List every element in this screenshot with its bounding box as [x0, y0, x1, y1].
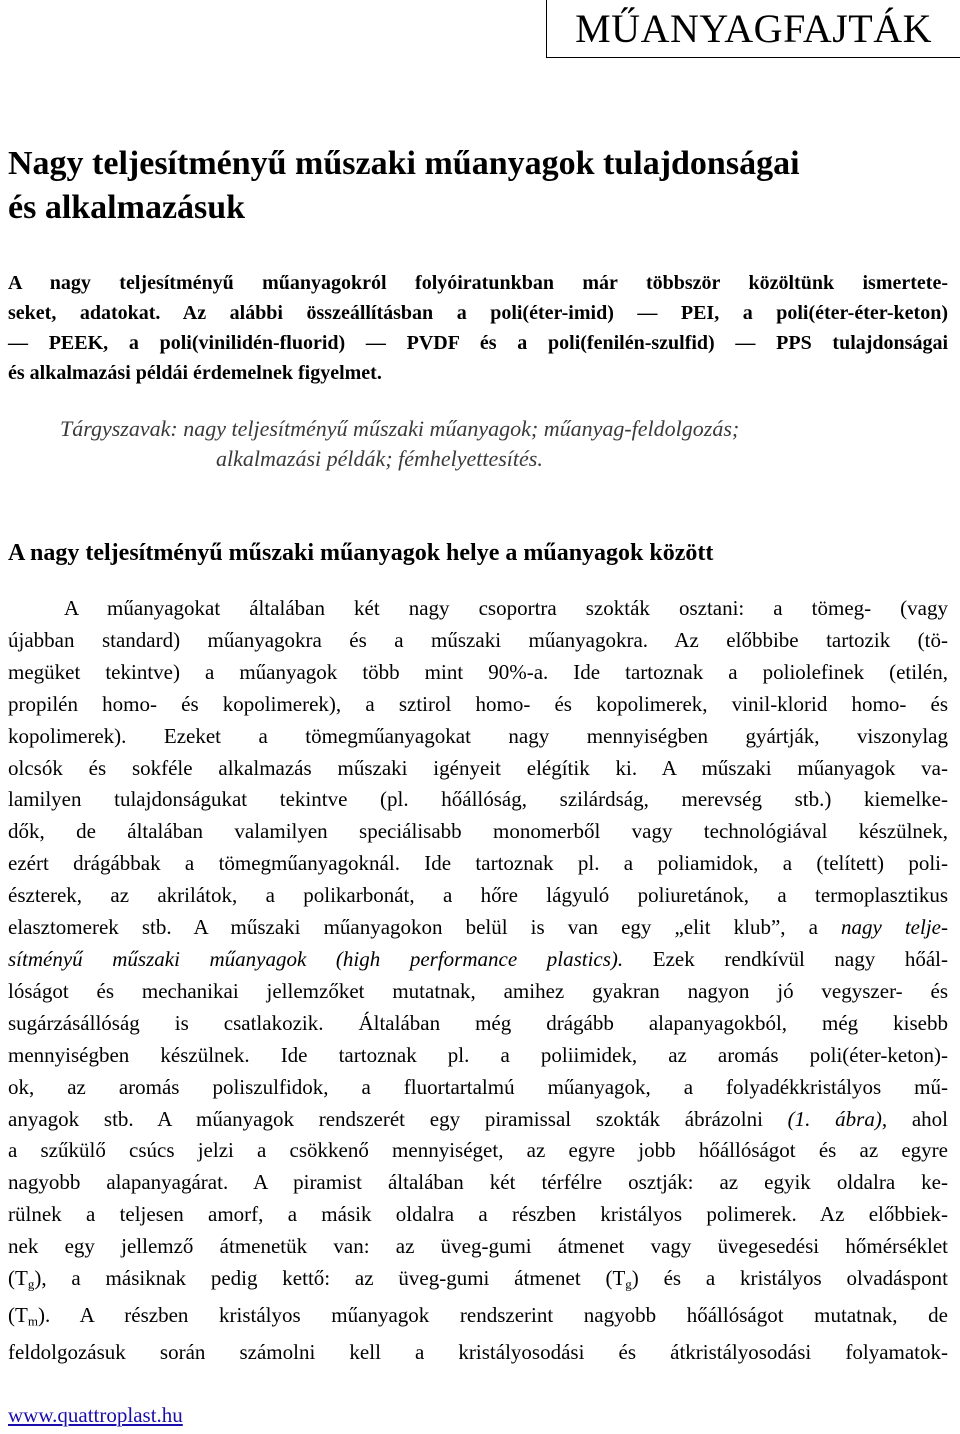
body-text-run: (T [8, 1303, 28, 1328]
body-line: dők, de általában valamilyen speciálisabb monomerből vagy technológiával készülnek, [8, 819, 948, 844]
body-text-run: ), a másiknak pedig kettő: az üveg-gumi átmenet (T [34, 1266, 626, 1291]
body-line: észterek, az akrilátok, a polikarbonát, a hőre lágyuló poliuretánok, a termoplasztikus [8, 883, 948, 908]
body-line: olcsók és sokféle alkalmazás műszaki igényeit elégítik ki. A műszaki műanyagok va- [8, 755, 948, 780]
article-title-line-2: és alkalmazásuk [8, 189, 246, 226]
body-line: rülnek a teljesen amorf, a másik oldalra a részben kristályos polimerek. Az előbbiek- [8, 1202, 948, 1227]
lead-line: ― PEEK, a poli(vinilidén-fluorid) ― PVDF és a poli(fenilén-szulfid) ― PPS tulajdonságai [8, 332, 948, 354]
body-line: megüket tekintve) a műanyagok több mint 90%-a. Ide tartoznak a poliolefinek (etilén, [8, 659, 948, 684]
lead-line: és alkalmazási példái érdemelnek figyelmet. [8, 362, 382, 384]
body-line: a szűkülő csúcs jelzi a csökkenő mennyiséget, az egyre jobb hőállóságot és az egyre [8, 1138, 948, 1163]
keywords-line-2: alkalmazási példák; fémhelyettesítés. [216, 446, 543, 471]
body-italic-run: nagy telje- [840, 915, 948, 940]
keywords [60, 414, 920, 474]
subscript: g [27, 1276, 35, 1292]
body-line: lóságot és mechanikai jellemzőket mutatnak, amihez gyakran nagyon jó vegyszer- és [8, 978, 948, 1003]
footer-website-link[interactable]: www.quattroplast.hu [8, 1403, 183, 1427]
lead-line: seket, adatokat. Az alábbi összeállításban a poli(éter-imid) ― PEI, a poli(éter-éter-keton) [8, 302, 948, 324]
article-title-line-1: Nagy teljesítményű műszaki műanyagok tulajdonságai [8, 145, 800, 182]
body-line: feldolgozásuk során számolni kell a kristályosodási és átkristályosodási folyamatok- [8, 1340, 948, 1365]
body-line: újabban standard) műanyagokra és a műszaki műanyagokra. Az előbbibe tartozik (tö- [8, 627, 948, 652]
body-line [8, 1300, 948, 1337]
body-line [8, 1263, 948, 1300]
body-line: ezért drágábbak a tömegműanyagoknál. Ide tartoznak pl. a poliamidok, a (telített) poli- [8, 851, 948, 876]
body-line: mennyiségben készülnek. Ide tartoznak pl. a poliimidek, az aromás poli(éter-keton)- [8, 1042, 948, 1067]
body-text-run: elasztomerek stb. A műszaki műanyagokon belül is van egy „elit klub”, a [8, 915, 841, 940]
body-line: propilén homo- és kopolimerek), a sztirol homo- és kopolimerek, vinil-klorid homo- és [8, 691, 948, 716]
body-text-run: anyagok stb. A műanyagok rendszerét egy piramissal szokták ábrázolni [8, 1106, 788, 1131]
body-text-run: ) és a kristályos olvadáspont [631, 1266, 948, 1291]
article-title [8, 142, 948, 230]
body-line [8, 1104, 948, 1136]
body-line: ok, az aromás poliszulfidok, a fluortartalmú műanyagok, a folyadékkristályos mű- [8, 1074, 948, 1099]
body-line: nek egy jellemző átmenetük van: az üveg-gumi átmenet vagy üvegesedési hőmérséklet [8, 1234, 948, 1259]
header-box [546, 0, 960, 58]
body-text-run: Ezek rendkívül nagy hőál- [623, 946, 948, 971]
running-header-title: MŰANYAGFAJTÁK [575, 6, 932, 51]
lead-line: A nagy teljesítményű műanyagokról folyóiratunkban már többször közöltünk ismertete- [8, 272, 948, 294]
body-paragraph [8, 593, 948, 1369]
body-line: A műanyagokat általában két nagy csoportra szokták osztani: a tömeg- (vagy [64, 596, 948, 620]
body-italic-run: sítményű műszaki műanyagok (high performance plastics). [8, 946, 624, 971]
body-text-run: ). A részben kristályos műanyagok rendszerint nagyobb hőállóságot mutatnak, de [37, 1303, 948, 1328]
body-line [8, 944, 948, 976]
subscript: g [625, 1276, 632, 1292]
body-text-run: (T [8, 1266, 28, 1291]
subscript: m [27, 1313, 38, 1329]
body-line: nagyobb alapanyagárat. A piramist általában két térfélre osztják: az egyik oldalra ke- [8, 1170, 948, 1195]
section-heading: A nagy teljesítményű műszaki műanyagok helye a műanyagok között [8, 540, 714, 566]
figure-reference: (1. ábra), [787, 1106, 888, 1131]
body-line: lamilyen tulajdonságukat tekintve (pl. hőállóság, szilárdság, merevség stb.) kiemelke- [8, 787, 948, 812]
body-line: kopolimerek). Ezeket a tömegműanyagokat nagy mennyiségben gyártják, viszonylag [8, 723, 948, 748]
body-line [8, 912, 948, 944]
keywords-line-1: Tárgyszavak: nagy teljesítményű műszaki műanyagok; műanyag-feldolgozás; [60, 416, 740, 441]
lead-paragraph [8, 268, 948, 388]
body-line: sugárzásállóság is csatlakozik. Általában még drágább alapanyagokból, még kisebb [8, 1010, 948, 1035]
body-text-run: ahol [887, 1106, 948, 1131]
